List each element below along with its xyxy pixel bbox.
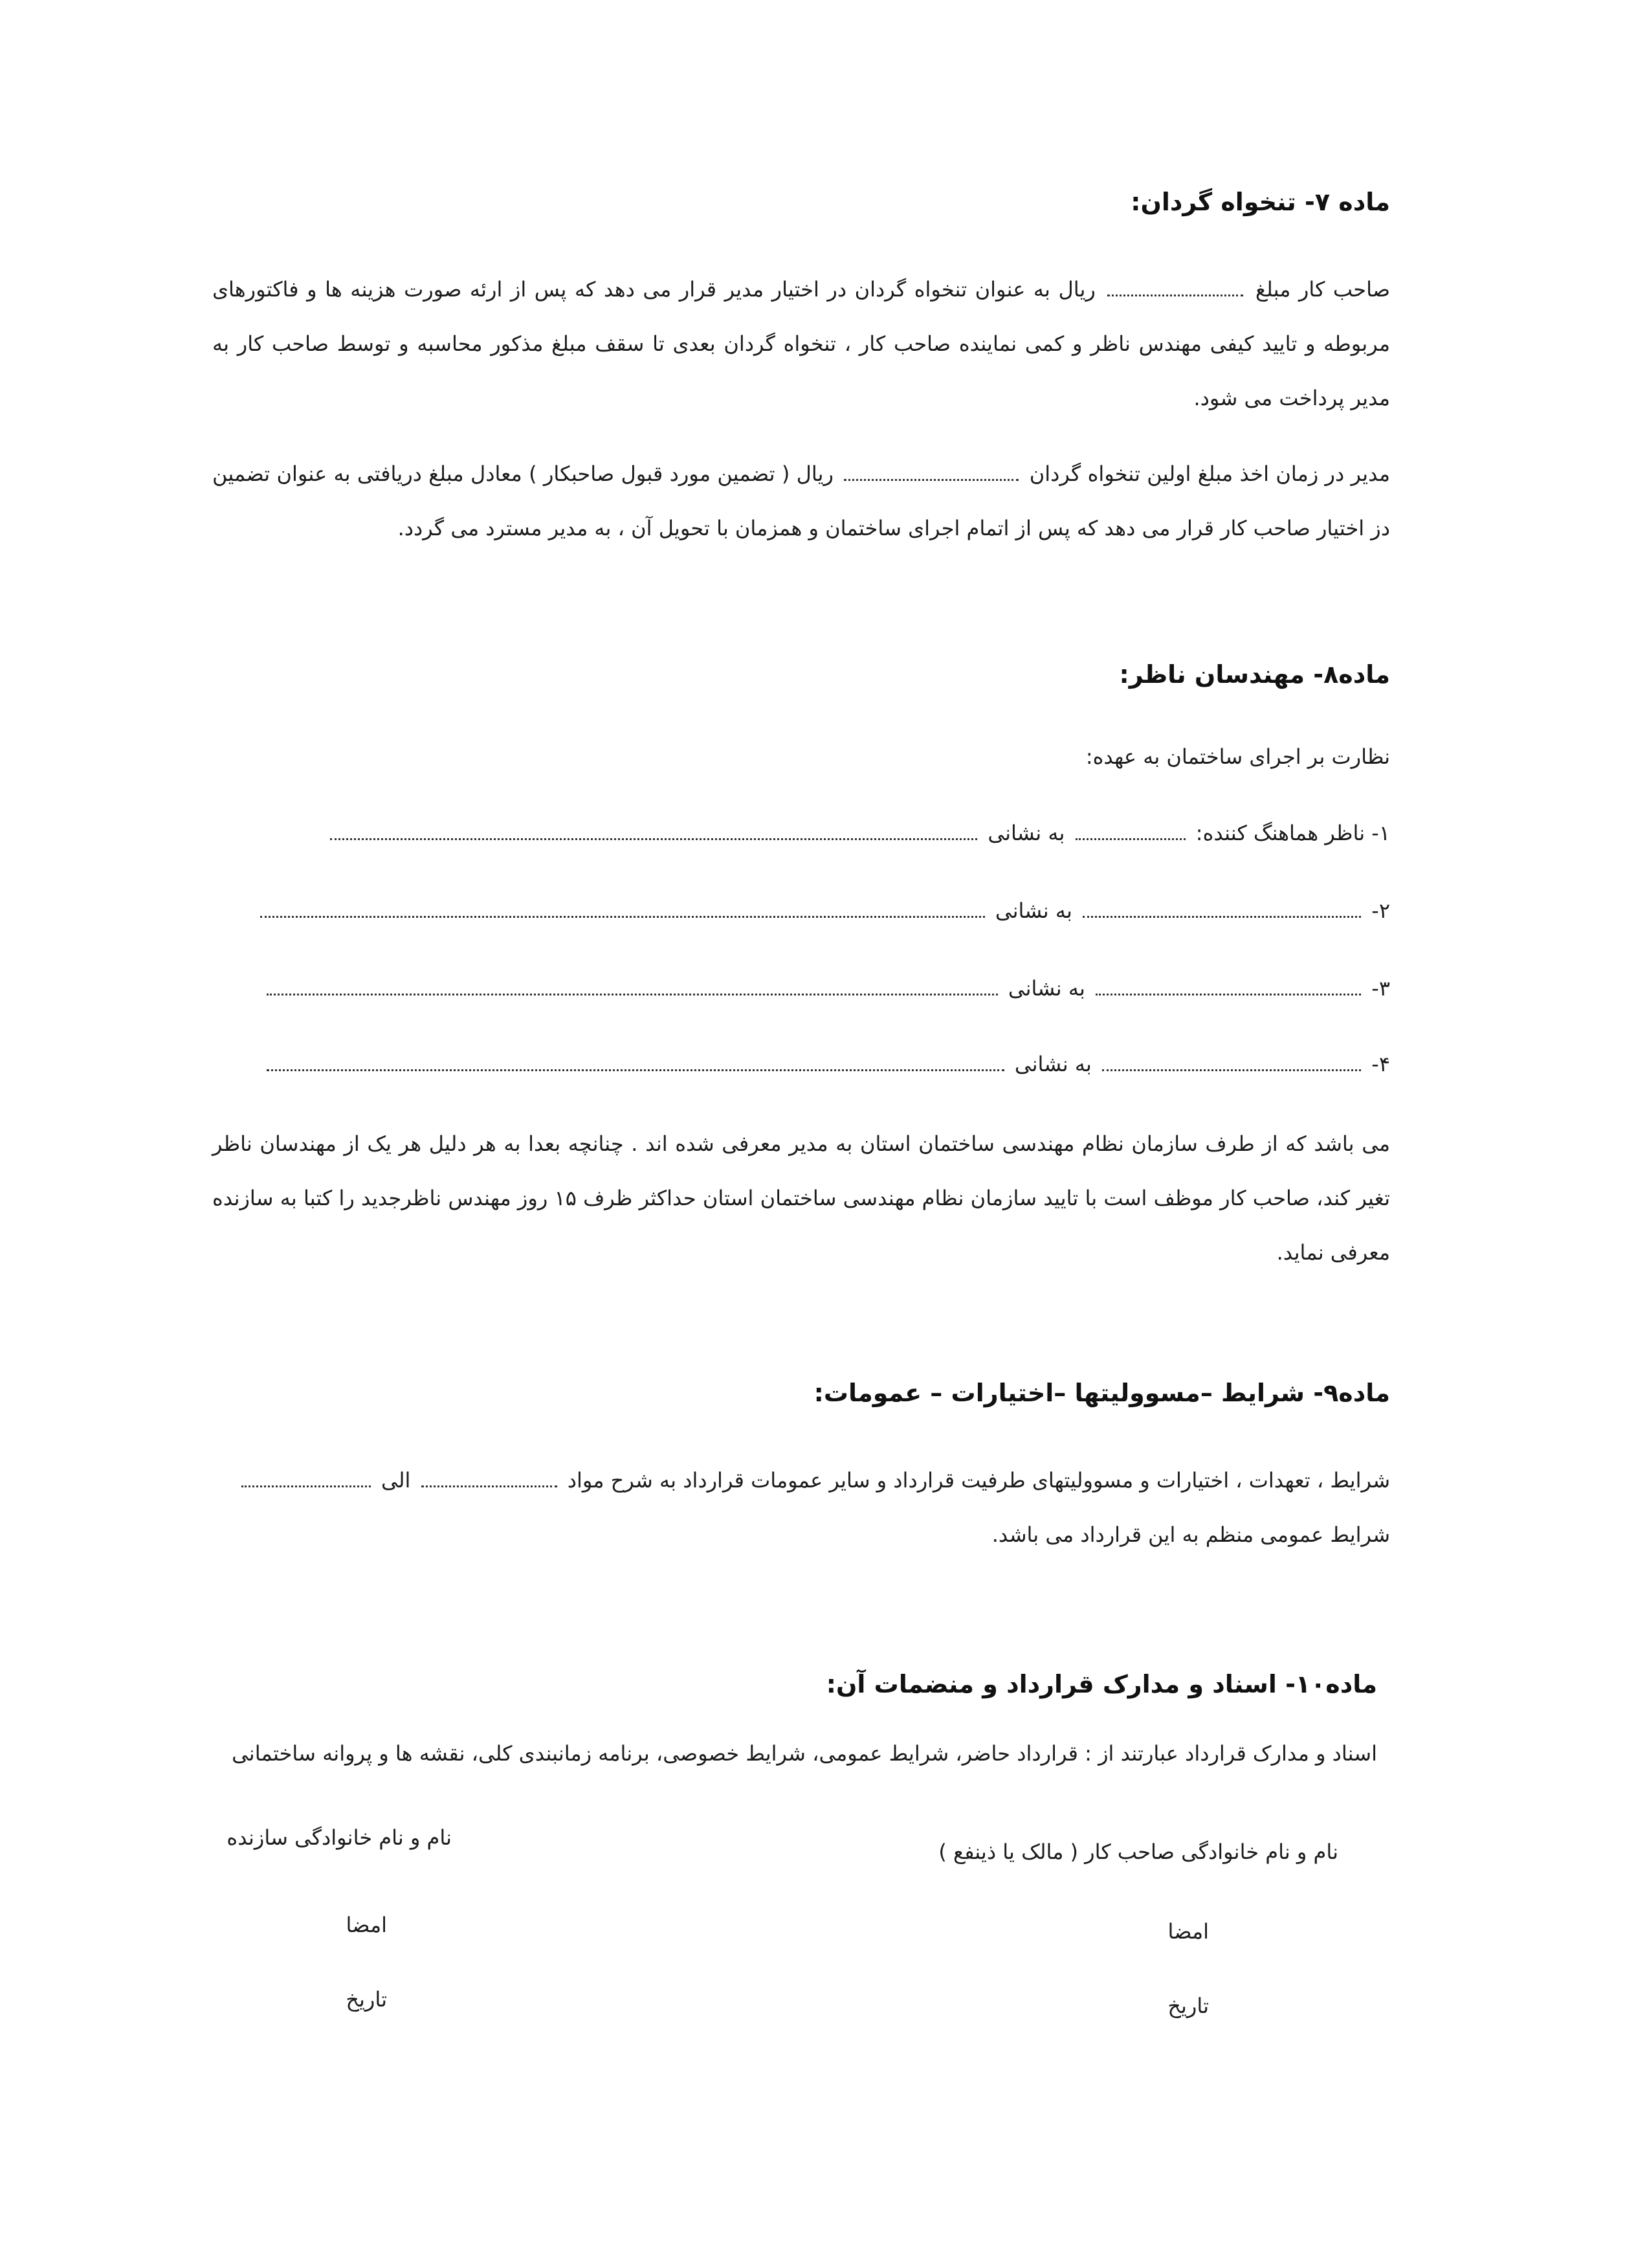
amount-blank [1107, 295, 1243, 296]
supervisor-line-3 [263, 976, 1390, 1001]
article8-title: ماده۸- مهندسان ناظر: [1119, 660, 1390, 689]
article10-title: ماده۱۰- اسناد و مدارک قرارداد و منضمات آن: [826, 1670, 1377, 1698]
article7-title: ماده ۷- تنخواه گردان: [1131, 188, 1390, 216]
article8-intro: نظارت بر اجرای ساختمان به عهده: [1085, 744, 1390, 769]
supervisor-line-2 [256, 898, 1390, 923]
employer-name-label: نام و نام خانوادگی صاحب کار ( مالک یا ذینفع ) [938, 1840, 1338, 1864]
supervisor-line-1 [326, 821, 1390, 845]
supervisor-2-label: ۲- [1371, 898, 1390, 923]
supervisor-2-address-blank [260, 916, 985, 918]
article9-from-blank [421, 1485, 557, 1487]
supervisor-2-address-label: به نشانی [995, 898, 1072, 923]
supervisor-3-name-blank [1096, 994, 1361, 995]
article9-to-label: الی [381, 1468, 411, 1493]
article9-to-blank [241, 1485, 371, 1487]
supervisor-1-name-blank [1076, 838, 1186, 840]
supervisor-4-address-blank [267, 1069, 1004, 1071]
article7-p2-start: مدیر در زمان اخذ مبلغ اولین تنخواه گردان [1029, 461, 1391, 486]
supervisor-line-4 [263, 1052, 1390, 1076]
supervisor-2-name-blank [1083, 916, 1361, 918]
article7-paragraph1 [212, 262, 1390, 425]
article8-paragraph: می باشد که از طرف سازمان نظام مهندسی ساختمان استان به مدیر معرفی شده اند . چنانچه بعدا به هر دلیل هر یک از مهندسان ناظر تغیر کند، صاحب کار موظف است با تایید سازمان نظام مهندسی ساختمان استان حداکثر ظرف ۱۵ روز مهندس ناظرجدید را کتبا به سازنده معرفی نماید. [212, 1131, 1391, 1265]
supervisor-3-address-label: به نشانی [1008, 976, 1085, 1001]
article9-p-end: شرایط عمومی منظم به این قرارداد می باشد. [991, 1522, 1390, 1547]
article10-text: اسناد و مدارک قرارداد عبارتند از : قرارداد حاضر، شرایط عمومی، شرایط خصوصی، برنامه زمانبندی کلی، نقشه ها و پروانه ساختمانی [232, 1741, 1377, 1766]
builder-signature-label: امضا [346, 1913, 387, 1937]
article7-p1-start: صاحب کار مبلغ [1255, 277, 1391, 302]
supervisor-1-address-label: به نشانی [988, 821, 1065, 845]
employer-signature-label: امضا [1167, 1919, 1209, 1944]
supervisor-3-label: ۳- [1371, 976, 1390, 1001]
article7-p2-rest: ریال ( تضمین مورد قبول صاحبکار ) معادل مبلغ دریافتی به عنوان تضمین دز اختیار صاحب کار قرار می دهد که پس از اتمام اجرای ساختمان و همزمان با تحویل آن ، به مدیر مسترد می گردد. [212, 461, 1390, 540]
article9-paragraph [212, 1453, 1390, 1562]
article9-title: ماده۹- شرایط –مسوولیتها –اختیارات – عمومات: [813, 1379, 1390, 1407]
supervisor-3-address-blank [267, 994, 998, 995]
supervisor-1-address-blank [330, 838, 977, 840]
article9-p-start: شرایط ، تعهدات ، اختیارات و مسوولیتهای طرفیت قرارداد و سایر عمومات قرارداد به شرح مواد [567, 1468, 1390, 1493]
supervisor-1-label: ۱- ناظر هماهنگ کننده: [1195, 821, 1390, 845]
builder-name-label: نام و نام خانوادگی سازنده [227, 1825, 452, 1850]
supervisor-4-name-blank [1102, 1069, 1361, 1071]
builder-date-label: تاریخ [346, 1987, 387, 2012]
employer-date-label: تاریخ [1167, 1994, 1209, 2018]
supervisor-4-label: ۴- [1371, 1052, 1390, 1076]
supervisor-4-address-label: به نشانی [1014, 1052, 1092, 1076]
article7-p1-rest: ریال به عنوان تنخواه گردان در اختیار مدیر قرار می دهد که پس از ارئه صورت هزینه ها و فاکتورهای مربوطه و تایید کیفی مهندس ناظر و کمی نماینده صاحب کار ، تنخواه گردان بعدی تا سقف مبلغ مذکور محاسبه و توسط صاحب کار به مدیر پرداخت می شود. [212, 277, 1390, 410]
guarantee-amount-blank [844, 479, 1019, 481]
article7-paragraph2 [212, 447, 1390, 555]
